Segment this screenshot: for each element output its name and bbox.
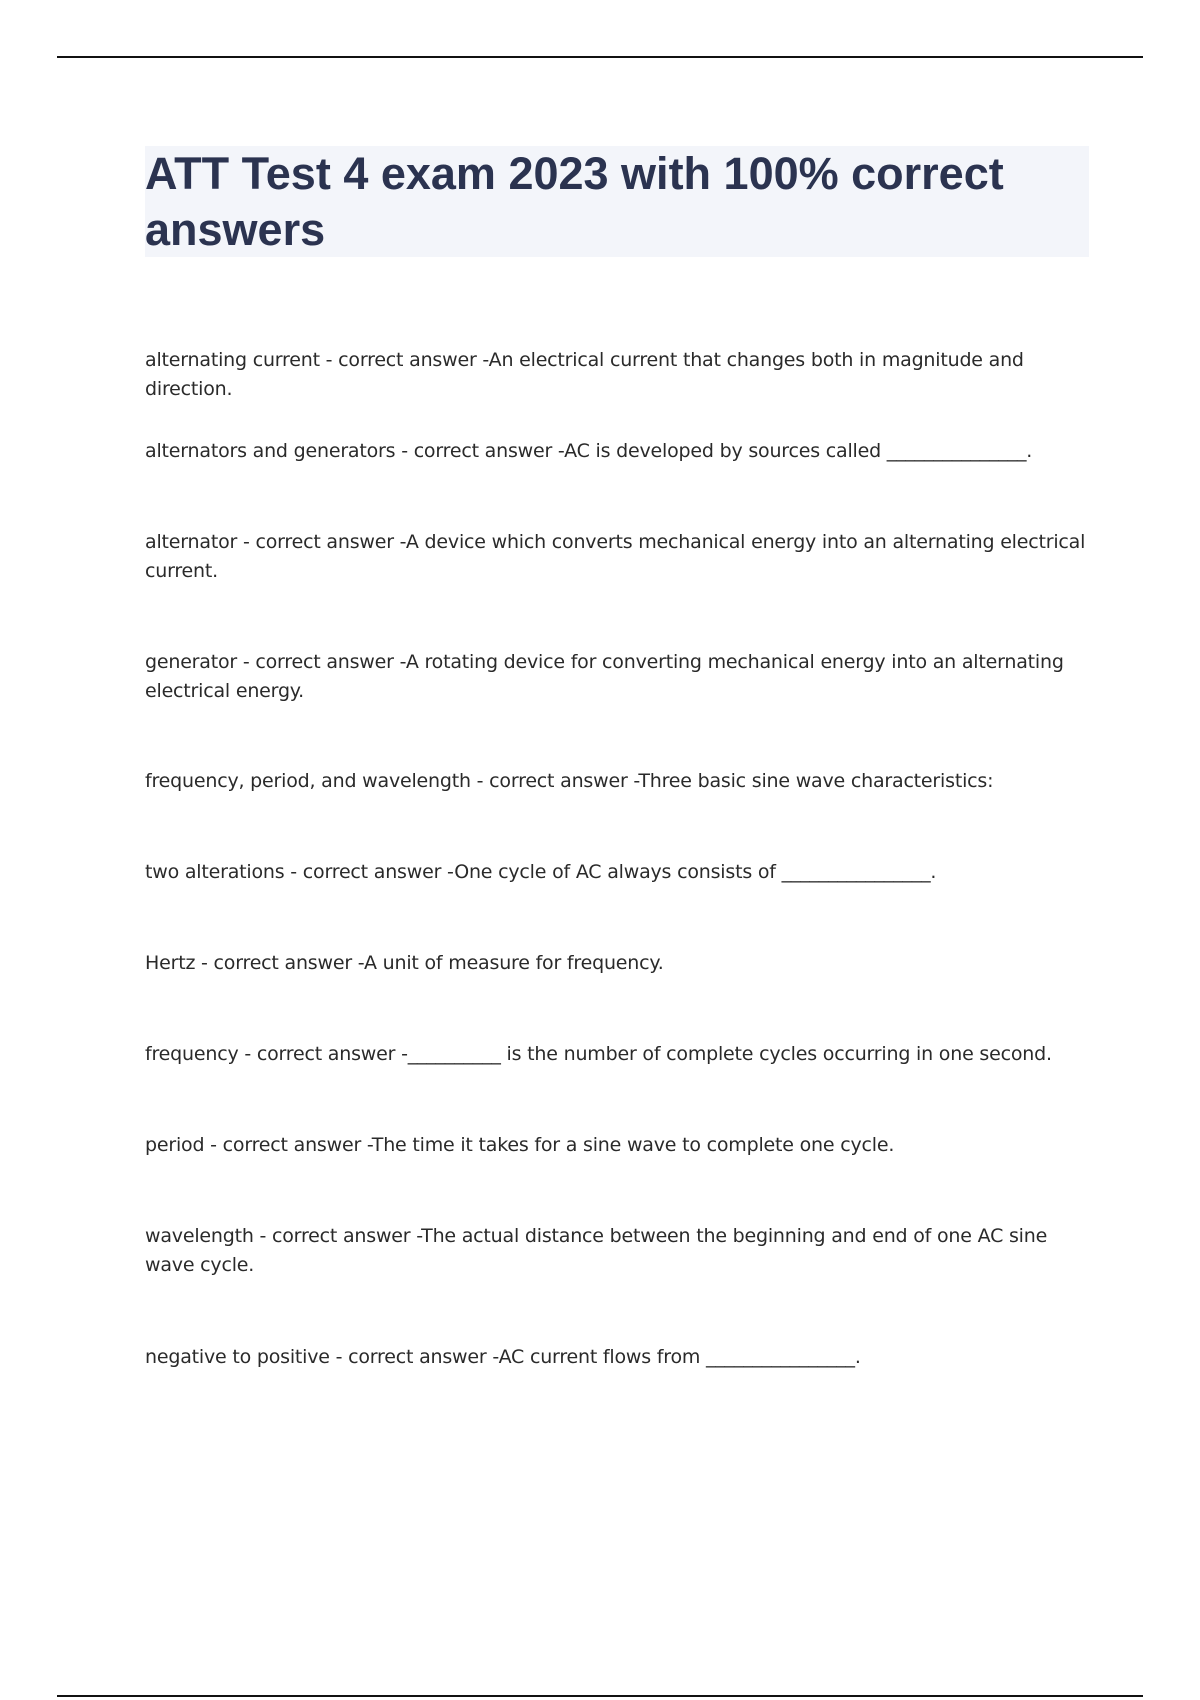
qa-item: alternating current - correct answer -An electrical current that changes both in magnitude and direction. [145, 349, 1024, 400]
qa-item: negative to positive - correct answer -AC current flows from ________________. [145, 1346, 861, 1368]
bottom-rule [57, 1695, 1143, 1697]
qa-item: generator - correct answer -A rotating device for converting mechanical energy into an alternating electrical energy. [145, 651, 1064, 702]
qa-item: wavelength - correct answer -The actual distance between the beginning and end of one AC sine wave cycle. [145, 1225, 1048, 1276]
qa-item: two alterations - correct answer -One cycle of AC always consists of ________________. [145, 861, 937, 883]
top-rule [57, 56, 1143, 58]
qa-item: Hertz - correct answer -A unit of measure for frequency. [145, 952, 664, 974]
qa-item: frequency, period, and wavelength - correct answer -Three basic sine wave characteristics: [145, 770, 994, 792]
title-banner [145, 146, 1089, 257]
qa-item: period - correct answer -The time it takes for a sine wave to complete one cycle. [145, 1134, 895, 1156]
qa-item: alternator - correct answer -A device which converts mechanical energy into an alternating electrical current. [145, 531, 1086, 582]
qa-item: alternators and generators - correct answer -AC is developed by sources called _______________. [145, 440, 1033, 462]
qa-item: frequency - correct answer -__________ is the number of complete cycles occurring in one second. [145, 1043, 1052, 1065]
document-title: ATT Test 4 exam 2023 with 100% correct answers [145, 148, 1004, 255]
